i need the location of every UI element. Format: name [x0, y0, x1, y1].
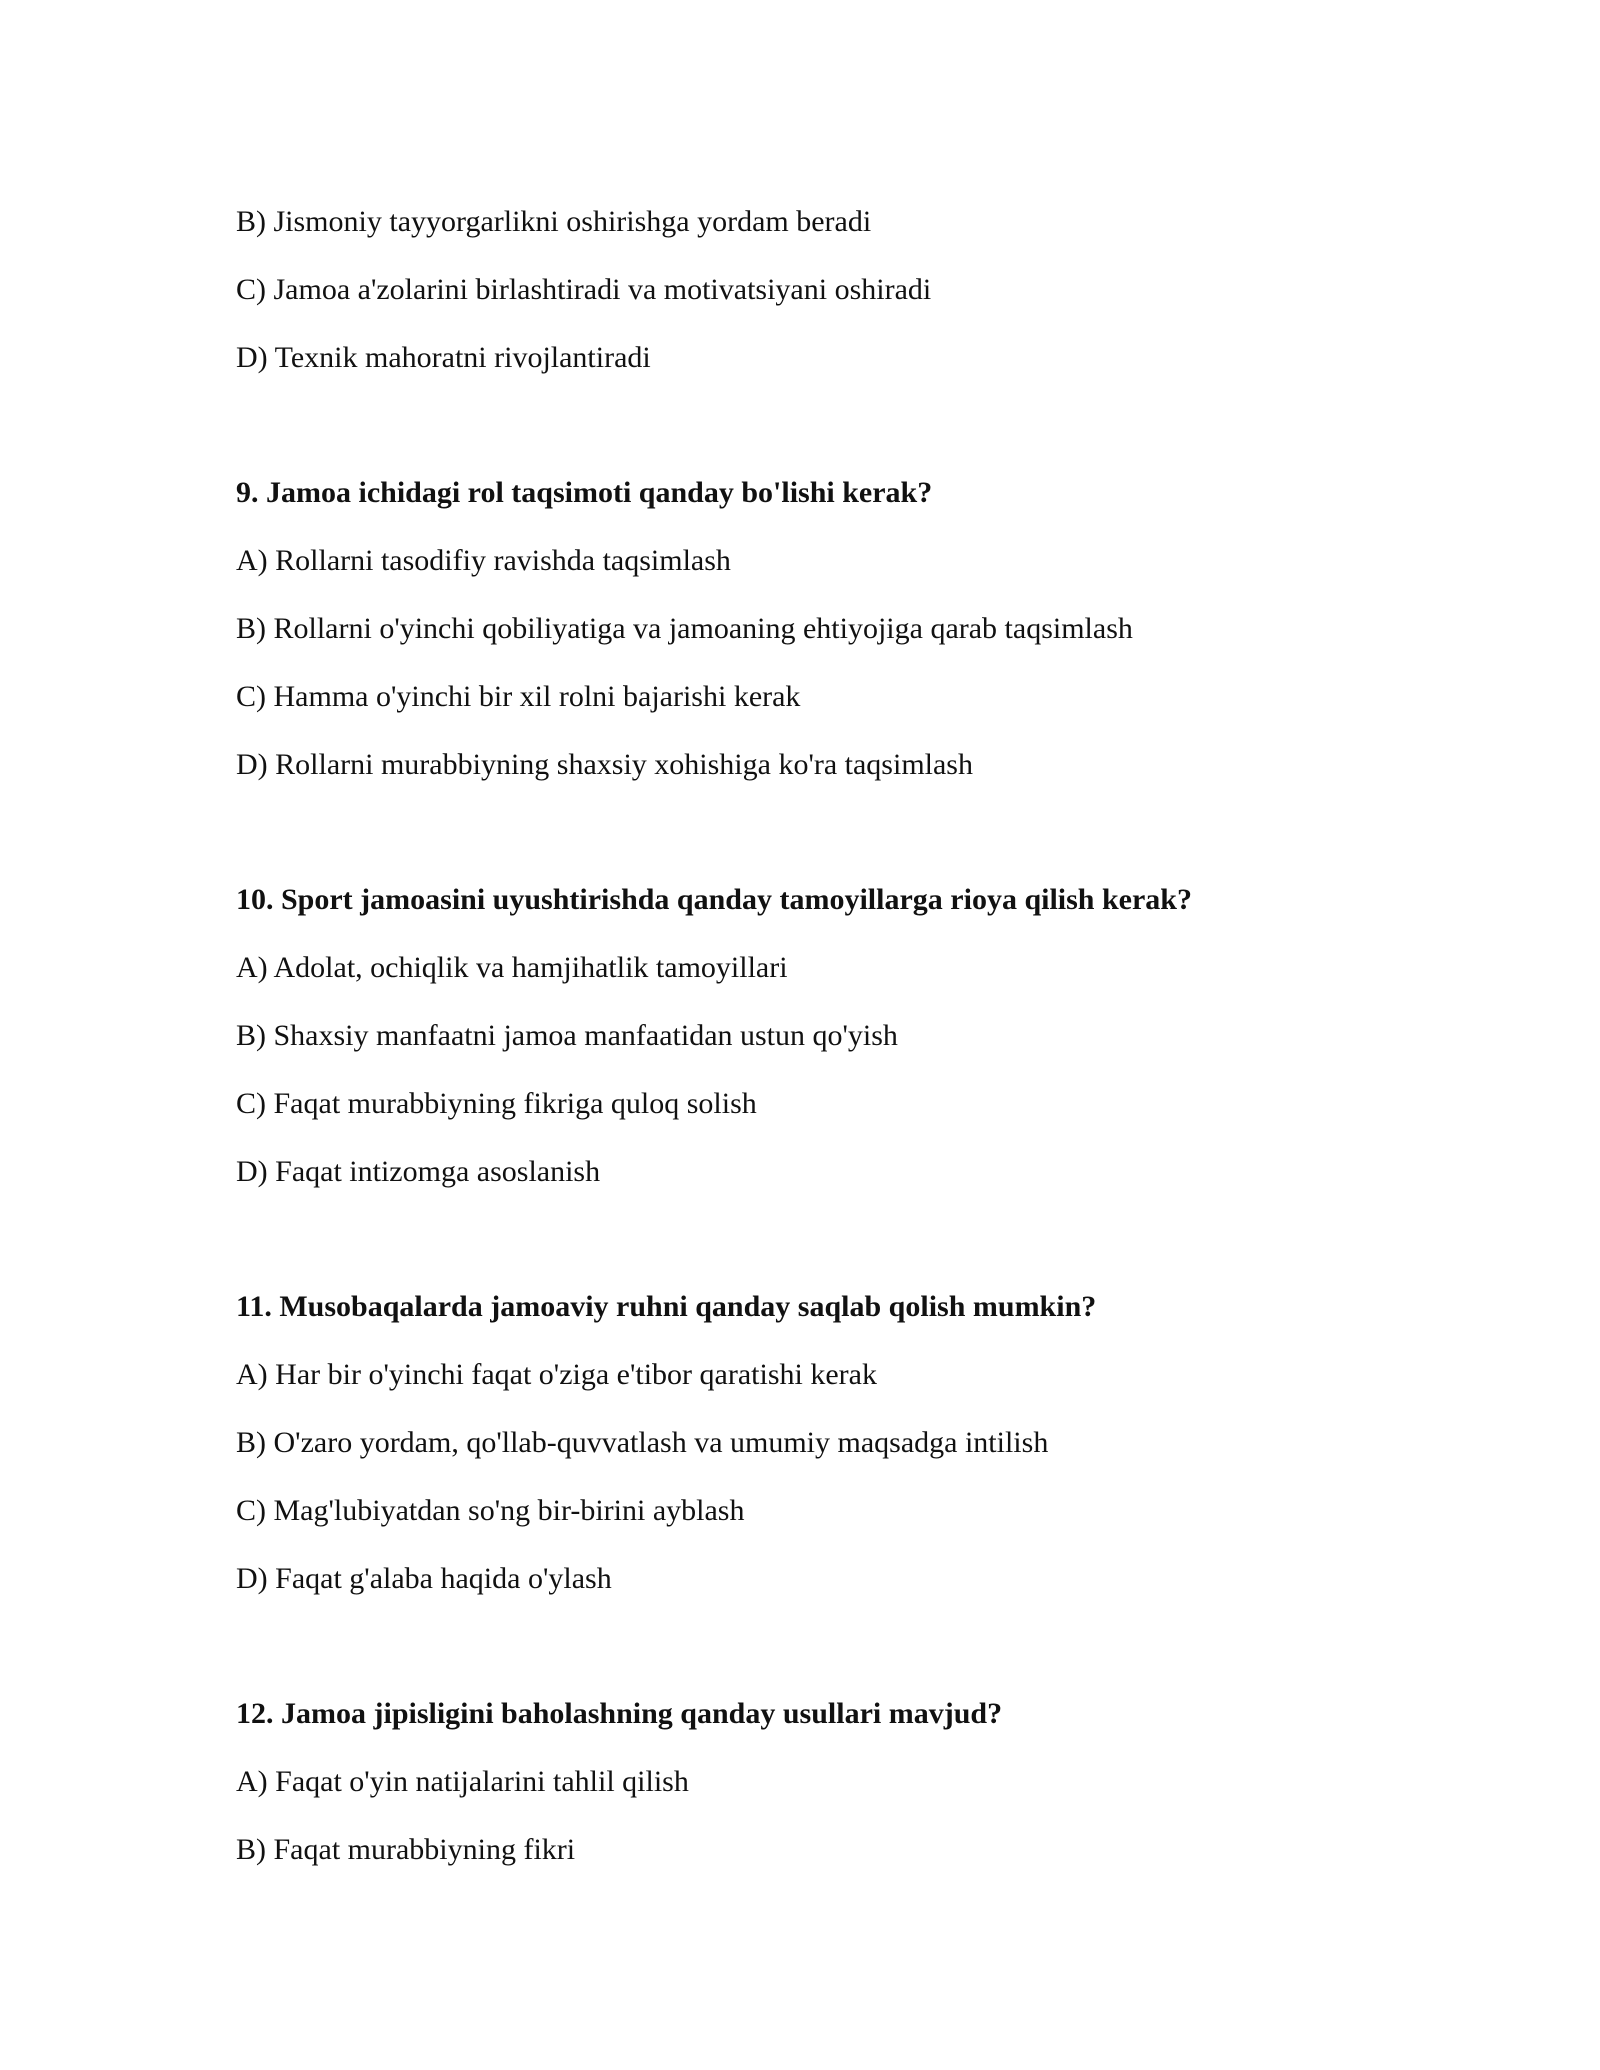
option-8-d: D) Texnik mahoratni rivojlantiradi — [236, 341, 651, 374]
question-12-title: 12. Jamoa jipisligini baholashning qanday usullari mavjud? — [236, 1697, 1003, 1730]
option-11-d: D) Faqat g'alaba haqida o'ylash — [236, 1562, 612, 1595]
option-11-c: C) Mag'lubiyatdan so'ng bir-birini ayblash — [236, 1494, 745, 1527]
option-12-a: A) Faqat o'yin natijalarini tahlil qilish — [236, 1765, 689, 1798]
block-spacer — [236, 1613, 1416, 1680]
option-11-a: A) Har bir o'yinchi faqat o'ziga e'tibor qaratishi kerak — [236, 1358, 877, 1391]
option-10-b: B) Shaxsiy manfaatni jamoa manfaatidan ustun qo'yish — [236, 1019, 898, 1052]
option-10-c: C) Faqat murabbiyning fikriga quloq solish — [236, 1087, 757, 1120]
option-9-b: B) Rollarni o'yinchi qobiliyatiga va jamoaning ehtiyojiga qarab taqsimlash — [236, 612, 1133, 645]
question-block-12 — [236, 1680, 1416, 1884]
question-9-title: 9. Jamoa ichidagi rol taqsimoti qanday bo'lishi kerak? — [236, 476, 933, 509]
option-12-b: B) Faqat murabbiyning fikri — [236, 1833, 576, 1866]
option-9-a: A) Rollarni tasodifiy ravishda taqsimlash — [236, 544, 731, 577]
block-spacer — [236, 799, 1416, 866]
option-9-d: D) Rollarni murabbiyning shaxsiy xohishiga ko'ra taqsimlash — [236, 748, 973, 781]
option-10-d: D) Faqat intizomga asoslanish — [236, 1155, 601, 1188]
question-block-11 — [236, 1273, 1416, 1613]
question-11-title: 11. Musobaqalarda jamoaviy ruhni qanday saqlab qolish mumkin? — [236, 1290, 1097, 1323]
option-11-b: B) O'zaro yordam, qo'llab-quvvatlash va umumiy maqsadga intilish — [236, 1426, 1049, 1459]
option-8-b: B) Jismoniy tayyorgarlikni oshirishga yordam beradi — [236, 205, 872, 238]
block-spacer — [236, 392, 1416, 459]
page-content — [236, 188, 1416, 1884]
question-10-title: 10. Sport jamoasini uyushtirishda qanday tamoyillarga rioya qilish kerak? — [236, 883, 1192, 916]
question-block-9 — [236, 459, 1416, 799]
option-8-c: C) Jamoa a'zolarini birlashtiradi va motivatsiyani oshiradi — [236, 273, 932, 306]
question-block-10 — [236, 866, 1416, 1206]
block-spacer — [236, 1206, 1416, 1273]
option-10-a: A) Adolat, ochiqlik va hamjihatlik tamoyillari — [236, 951, 788, 984]
question-block-8-continued — [236, 188, 1416, 392]
option-9-c: C) Hamma o'yinchi bir xil rolni bajarishi kerak — [236, 680, 801, 713]
